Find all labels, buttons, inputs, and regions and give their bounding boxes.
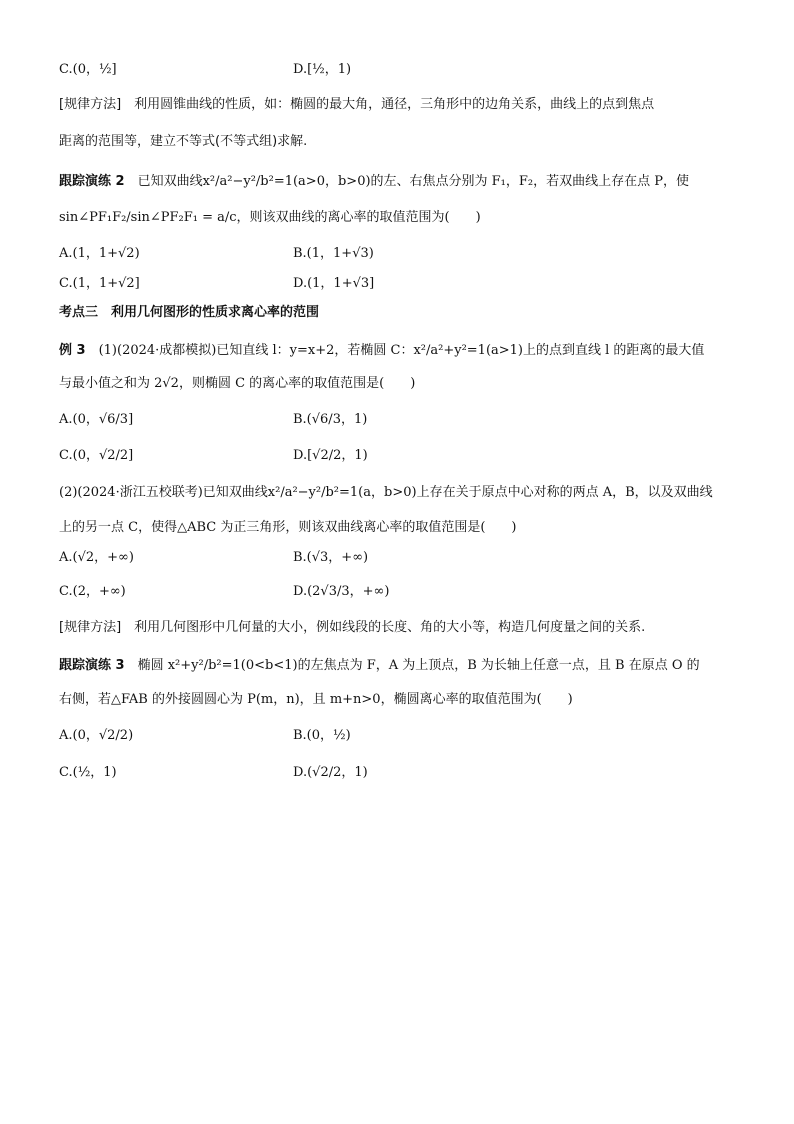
option-c: C.(0，½] (59, 62, 117, 77)
example-3-label: 例 3 (59, 343, 86, 358)
example-3-part-2: (2)(2024·浙江五校联考)已知双曲线x²/a²−y²/b²=1(a，b>0)上存在关于原点中心对称的两点 A，B，以及双曲线 (59, 485, 713, 500)
option-b: B.(1，1+√3) (293, 246, 374, 261)
method-note-2: [规律方法] 利用几何图形中几何量的大小，例如线段的长度、角的大小等，构造几何度量之间的关系. (59, 620, 646, 635)
option-b: B.(√3，+∞) (293, 550, 369, 565)
option-a: A.(1，1+√2) (59, 246, 140, 261)
option-b: B.(0，½) (293, 728, 351, 743)
practice-2-label: 跟踪演练 2 (59, 174, 125, 189)
practice-2-text: 已知双曲线x²/a²−y²/b²=1(a>0，b>0)的左、右焦点分别为 F₁，F₂，若双曲线上存在点 P，使 (124, 174, 690, 189)
example-3 (59, 341, 704, 361)
example-3-part-2-cont: 上的另一点 C，使得△ABC 为正三角形，则该双曲线离心率的取值范围是( ) (59, 520, 517, 535)
practice-2-cont: sin∠PF₁F₂/sin∠PF₂F₁ = a/c，则该双曲线的离心率的取值范围为( ) (59, 210, 481, 225)
practice-3-text: 椭圆 x²+y²/b²=1(0<b<1)的左焦点为 F，A 为上顶点，B 为长轴上任意一点，且 B 在原点 O 的 (124, 658, 700, 673)
option-d: D.[½，1) (293, 62, 352, 77)
option-d: D.[√2/2，1) (293, 448, 368, 463)
example-3-text: (1)(2024·成都模拟)已知直线 l：y=x+2，若椭圆 C：x²/a²+y²=1(a>1)上的点到直线 l 的距离的最大值 (85, 343, 705, 358)
option-a: A.(0，√2/2) (59, 728, 134, 743)
option-d: D.(2√3/3，+∞) (293, 584, 390, 599)
option-a: A.(0，√6/3] (59, 412, 134, 427)
method-note-cont: 距离的范围等，建立不等式(不等式组)求解. (59, 134, 308, 149)
option-a: A.(√2，+∞) (59, 550, 134, 565)
method-note: [规律方法] 利用圆锥曲线的性质，如：椭圆的最大角，通径，三角形中的边角关系，曲线上的点到焦点 (59, 97, 655, 112)
option-c: C.(2，+∞) (59, 584, 126, 599)
option-d: D.(√2/2，1) (293, 765, 368, 780)
section-heading: 考点三 利用几何图形的性质求离心率的范围 (59, 305, 320, 320)
option-c: C.(0，√2/2] (59, 448, 134, 463)
option-c: C.(1，1+√2] (59, 276, 140, 291)
option-d: D.(1，1+√3] (293, 276, 375, 291)
practice-2 (59, 172, 689, 192)
practice-3-label: 跟踪演练 3 (59, 658, 125, 673)
practice-3 (59, 656, 700, 676)
example-3-cont: 与最小值之和为 2√2，则椭圆 C 的离心率的取值范围是( ) (59, 376, 416, 391)
option-b: B.(√6/3，1) (293, 412, 368, 427)
practice-3-cont: 右侧，若△FAB 的外接圆圆心为 P(m，n)，且 m+n>0，椭圆离心率的取值范围为( ) (59, 692, 573, 707)
option-c: C.(½，1) (59, 765, 117, 780)
